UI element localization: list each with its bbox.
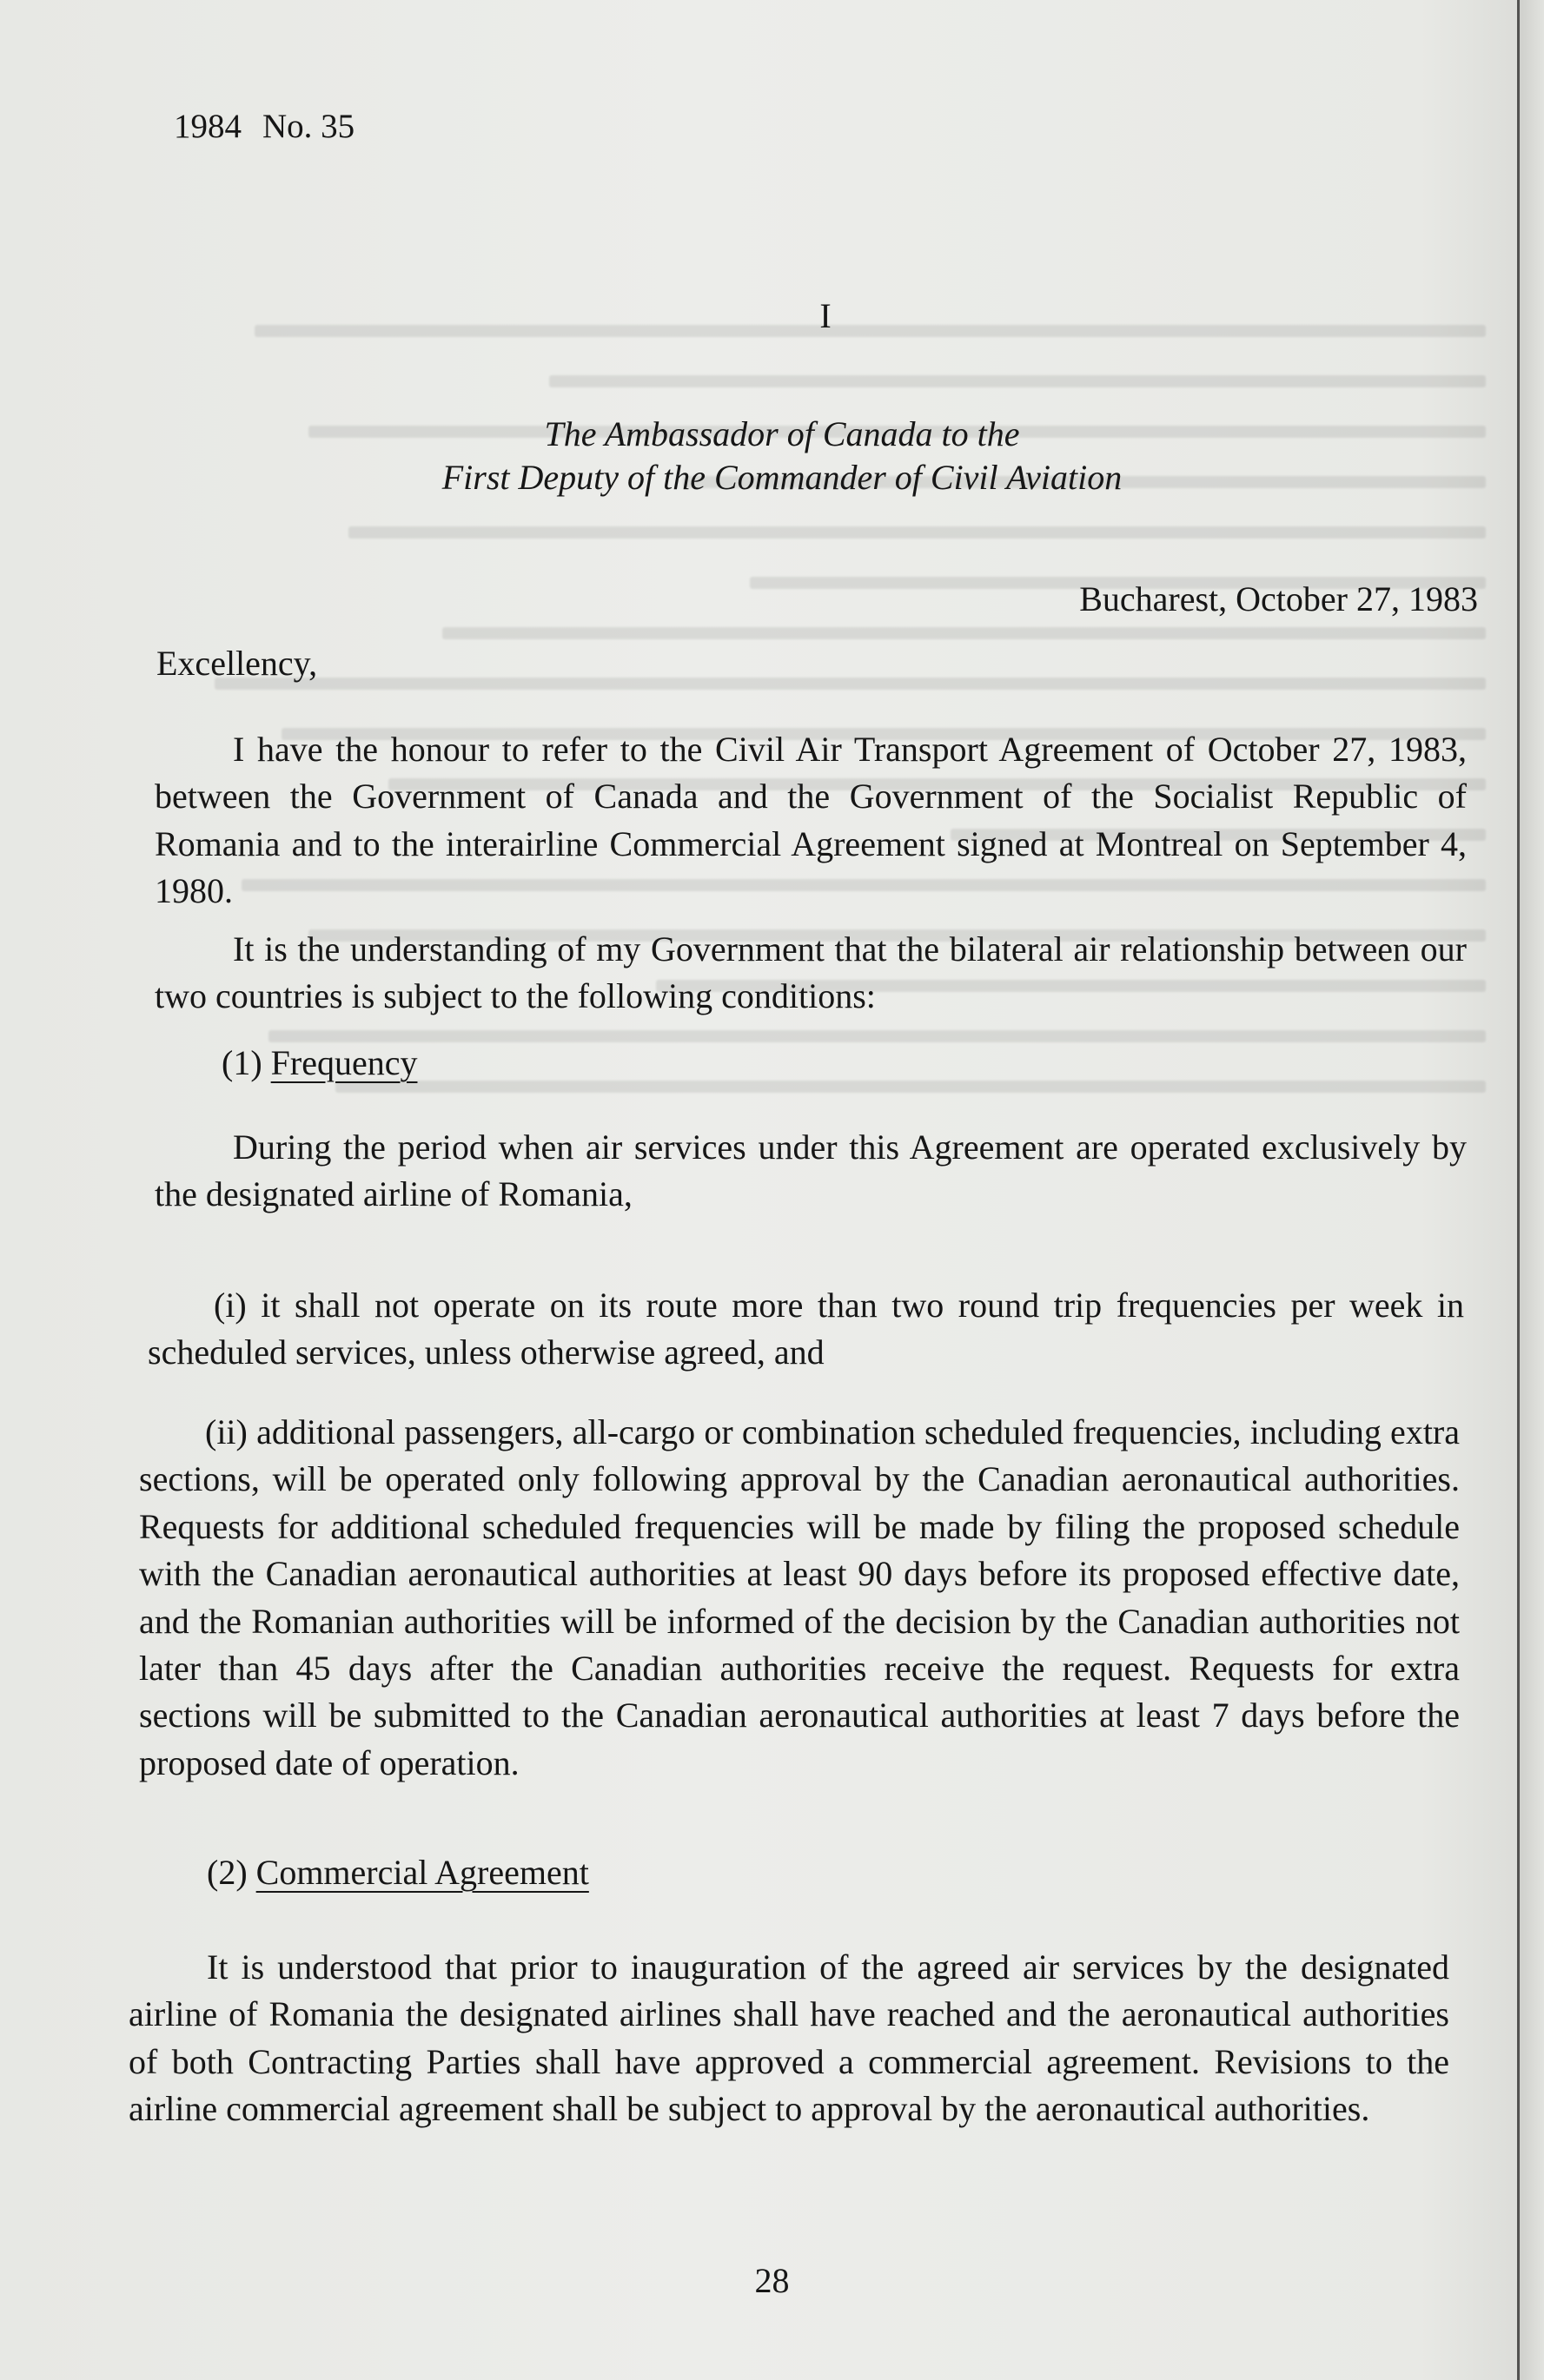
section-2-heading	[207, 1852, 589, 1893]
section-1-item-i: (i) it shall not operate on its route more than two round trip frequencies per week in scheduled services, unless otherwise agreed, and	[148, 1286, 1464, 1372]
section-2-title: Commercial Agreement	[255, 1853, 589, 1892]
section-1-title: Frequency	[270, 1043, 418, 1082]
title-line-2: First Deputy of the Commander of Civil Aviation	[441, 458, 1123, 497]
running-header	[174, 107, 355, 146]
document-numeral: I	[819, 296, 832, 335]
header-number: No. 35	[262, 108, 355, 145]
header-year: 1984	[174, 108, 242, 145]
title-line-1: The Ambassador of Canada to the	[544, 414, 1020, 453]
page-number: 28	[754, 2261, 790, 2300]
section-1-intro: During the period when air services under this Agreement are operated exclusively by the designated airline of Romania,	[155, 1127, 1467, 1214]
dateline: Bucharest, October 27, 1983	[1079, 579, 1478, 618]
salutation: Excellency,	[156, 644, 318, 683]
section-2-body: It is understood that prior to inauguration of the agreed air services by the designated airline of Romania the designated airlines shall have reached and the aeronautical authorities of both Contracting Parties shall have approved a commercial agreement. Revisions to the airline commercial agreement shall be subject to approval by the aeronautical authorities.	[129, 1947, 1449, 2129]
page-edge-line	[1517, 0, 1520, 2380]
paragraph-1: I have the honour to refer to the Civil Air Transport Agreement of October 27, 1983, between the Government of Canada and the Government of the Socialist Republic of Romania and to the interairline Commercial Agreement signed at Montreal on September 4, 1980.	[155, 730, 1467, 911]
page-edge-shadow	[1520, 0, 1544, 2380]
paragraph-2: It is the understanding of my Government that the bilateral air relationship between our two countries is subject to the following conditions:	[155, 929, 1467, 1016]
section-1-number: (1)	[222, 1043, 262, 1082]
section-2-number: (2)	[207, 1853, 248, 1892]
section-1-item-ii: (ii) additional passengers, all-cargo or combination scheduled frequencies, including extra sections, will be operated only following approval by the Canadian aeronautical authorities. Requests for additional scheduled frequencies will be made by filing the proposed schedule with the Canadian aeronautical authorities at least 90 days before its proposed effective date, and the Romanian authorities will be informed of the decision by the Canadian authorities not later than 45 days after the Canadian authorities receive the request. Requests for extra sections will be submitted to the Canadian aeronautical authorities at least 7 days before the proposed date of operation.	[139, 1412, 1460, 1782]
section-1-heading	[222, 1042, 417, 1083]
